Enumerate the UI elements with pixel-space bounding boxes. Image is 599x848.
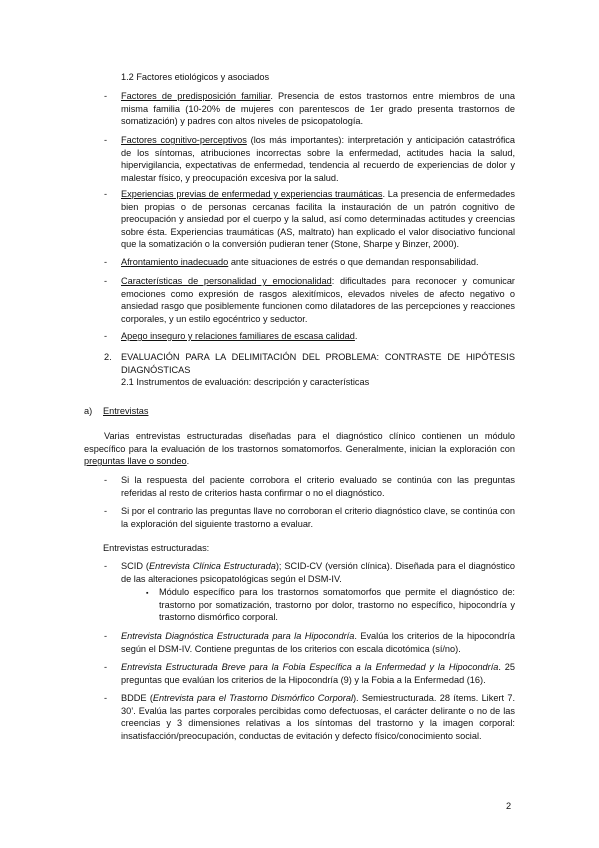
list-item-edeh	[121, 630, 515, 655]
page-number: 2	[506, 801, 512, 811]
list-item	[121, 275, 515, 325]
square-bullet-icon: ▪	[146, 590, 149, 597]
section-number-2: 2.	[104, 352, 112, 362]
list-item	[121, 90, 515, 128]
ebfe-italic: Entrevista Estructurada Breve para la Fobia Específica a la Enfermedad y la Hipocondría	[121, 662, 499, 672]
list-item-scid	[121, 560, 515, 585]
edeh-text: . Evalúa los criterios de la hipocondría según el DSM-IV. Contiene preguntas de los criterios con escala dicotómica (sí/no).	[121, 631, 515, 654]
bullet-dash: -	[104, 662, 108, 672]
bullet-dash: -	[104, 189, 108, 199]
bdde-text: BDDE (	[121, 693, 153, 703]
paragraph-underline: preguntas llave o sondeo	[84, 456, 187, 467]
ebfe-text: . 25 preguntas que evalúan los criterios de la Hipocondría (9) y la Fobia a la Enfermedad (16).	[121, 662, 515, 685]
section-heading-2: EVALUACIÓN PARA LA DELIMITACIÓN DEL PROBLEMA: CONTRASTE DE HIPÓTESIS DIAGNÓSTICAS	[121, 352, 515, 375]
item-underline: Características de personalidad y emocionalidad	[121, 276, 332, 286]
bullet-dash: -	[104, 135, 108, 145]
section-heading-2-1: 2.1 Instrumentos de evaluación: descripción y características	[121, 377, 370, 387]
item-text: (los más importantes): interpretación y anticipación catastrófica de los síntomas, atribuciones incorrectas sobre la enfermedad, actitudes hacia la salud, hipervigilancia, expectativas de enfermedad, tendencia al recuerdo de experiencias de dolor y malestar físico, y preocupación excesiva por la salud.	[121, 135, 515, 183]
subsection-label-a: a)	[84, 406, 93, 416]
bullet-dash: -	[104, 693, 108, 703]
list-item	[121, 134, 515, 184]
bullet-dash: -	[104, 561, 108, 571]
edeh-italic: Entrevista Diagnóstica Estructurada para la Hipocondría	[121, 631, 355, 641]
list-item: Si la respuesta del paciente corrobora el criterio evaluado se continúa con las preguntas referidas al resto de criterios hasta confirmar o no el diagnóstico.	[121, 475, 515, 498]
item-underline: Afrontamiento inadecuado	[121, 257, 229, 267]
bullet-dash: -	[104, 257, 108, 267]
item-underline: Factores cognitivo-perceptivos	[121, 135, 247, 145]
list-item	[121, 188, 515, 251]
item-text: . La presencia de enfermedades bien propias o de personas cercanas facilita la instauración de un patrón cognitivo de preocupación y ansiedad por el cuerpo y la salud, así como determinadas actitudes y creencias sobre ésta. Experiencias traumáticas (AS, maltrato) han explicado el valor disociativo funcional que la somatización o la conversión pudieran tener (Stone, Sharpe y Binzer, 2000).	[121, 189, 515, 250]
scid-text-rest: ); SCID-CV (versión clínica). Diseñada para el diagnóstico de las alteraciones psicopatológicas según el DSM-IV.	[121, 561, 515, 584]
list-subitem: Módulo específico para los trastornos somatomorfos que permite el diagnóstico de: trastorno por somatización, trastorno por dolor, trastorno no específico, hipocondría y trastorno dismórfico corporal.	[159, 587, 515, 623]
bullet-dash: -	[104, 276, 108, 286]
paragraph-end: .	[186, 456, 190, 467]
bullet-dash: -	[104, 475, 108, 485]
scid-text: SCID (	[121, 561, 149, 571]
subsection-title-entrevistas: Entrevistas	[103, 406, 149, 416]
list-item-bdde	[121, 692, 515, 742]
bullet-dash: -	[104, 506, 108, 516]
item-underline: Factores de predisposición familiar	[121, 91, 271, 101]
bdde-italic: Entrevista para el Trastorno Dismórfico Corporal	[152, 693, 353, 703]
item-text: : dificultades para reconocer y comunicar emociones como expresión de rasgos alexitímicos, elevados niveles de afecto negativo o ansiedad rasgo que posiblemente funcionen como dilatadores de las percepciones y reacciones corporales, y un estilo egocéntrico y seductor.	[121, 276, 515, 324]
entrevistas-estructuradas-heading: Entrevistas estructuradas:	[103, 543, 210, 553]
bdde-text-rest: ). Semiestructurada. 28 ítems. Likert 7. 30’. Evalúa las partes corporales percibidas como defectuosas, el carácter delirante o no de las creencias y 3 dimensiones relativas a los síntomas del trastorno y la imagen corporal: insatisfacción/preocupación, conductas de evitación y defecto físico/conocimiento social.	[121, 693, 515, 741]
bullet-dash: -	[104, 91, 108, 101]
scid-italic: Entrevista Clínica Estructurada	[148, 561, 276, 571]
item-text: ante situaciones de estrés o que demandan responsabilidad.	[228, 257, 479, 267]
paragraph-text: Varias entrevistas estructuradas diseñadas para el diagnóstico clínico contienen un módulo específico para la evaluación de los trastornos somatomorfos. Generalmente, inician la exploración con	[84, 431, 515, 454]
item-underline: Experiencias previas de enfermedad y experiencias traumáticas	[121, 189, 383, 199]
item-underline: Apego inseguro y relaciones familiares de escasa calidad	[121, 331, 355, 341]
bullet-dash: -	[104, 331, 108, 341]
item-text: .	[354, 331, 358, 341]
list-item	[121, 256, 515, 269]
paragraph-entrevistas	[84, 430, 515, 468]
item-text: . Presencia de estos trastornos entre miembros de una misma familia (10-20% de mujeres con parentescos de 1er grado presenta trastornos de somatización) y padres con altos niveles de psicopatología.	[121, 91, 515, 127]
list-item-ebfe	[121, 661, 515, 686]
section-heading-1-2: 1.2 Factores etiológicos y asociados	[121, 72, 270, 82]
list-item: Si por el contrario las preguntas llave no corroboran el criterio diagnóstico clave, se continúa con la exploración del siguiente trastorno a evaluar.	[121, 506, 515, 529]
list-item	[121, 330, 515, 343]
bullet-dash: -	[104, 631, 108, 641]
